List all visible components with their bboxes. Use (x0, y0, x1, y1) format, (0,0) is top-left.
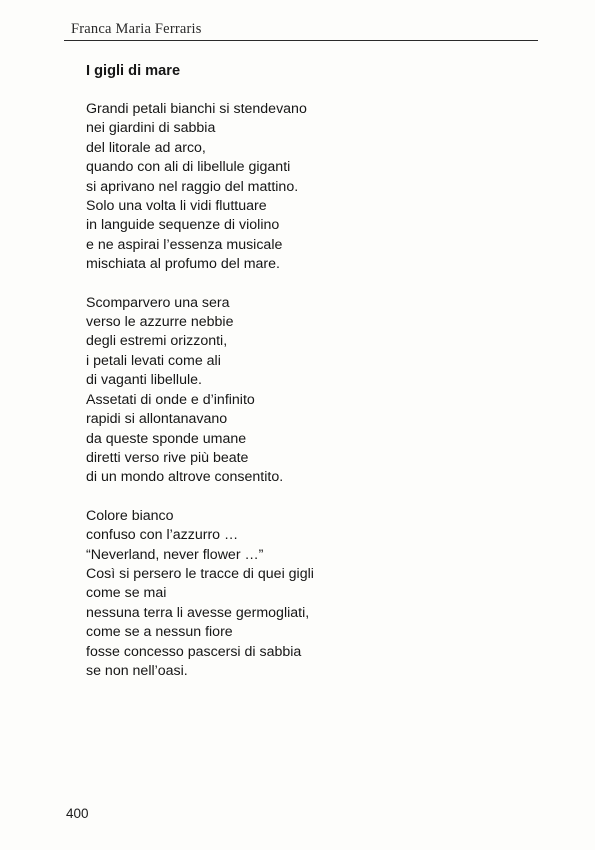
poem-line: in languide sequenze di violino (86, 217, 280, 234)
poem-line: Scomparvero una sera (86, 294, 230, 311)
poem-line: di un mondo altrove consentito. (86, 469, 284, 486)
poem-line: “Neverland, never flower …” (86, 546, 264, 563)
poem-line: Così si persero le tracce di quei gigli (86, 565, 314, 582)
poem-line: verso le azzurre nebbie (86, 314, 234, 331)
stanza-3 (86, 507, 526, 682)
stanza-1 (86, 100, 526, 275)
poem-line: rapidi si allontanavano (86, 411, 228, 428)
poem-line: diretti verso rive più beate (86, 449, 249, 466)
poem-line: e ne aspirai l’essenza musicale (86, 236, 283, 253)
stanza-2 (86, 294, 526, 488)
poem-line: Assetati di onde e d’infinito (86, 391, 255, 408)
poem-line: Colore bianco (86, 507, 174, 524)
poem-line: degli estremi orizzonti, (86, 333, 228, 350)
poem-line: come se mai (86, 585, 167, 602)
page-number: 400 (66, 806, 89, 821)
poem-line: di vaganti libellule. (86, 372, 202, 389)
poem-line: nessuna terra li avesse germogliati, (86, 604, 310, 621)
poem-line: Grandi petali bianchi si stendevano (86, 101, 307, 117)
header-rule (64, 40, 538, 41)
running-head-author: Franca Maria Ferraris (71, 21, 202, 37)
poem-line: come se a nessun fiore (86, 624, 233, 641)
poem-line: nei giardini di sabbia (86, 120, 216, 137)
poem-line: quando con ali di libellule giganti (86, 159, 291, 176)
poem-line: del litorale ad arco, (86, 139, 206, 156)
poem-line: i petali levati come ali (86, 352, 221, 369)
poem-line: Solo una volta li vidi fluttuare (86, 198, 267, 215)
poem-title: I gigli di mare (86, 63, 181, 79)
poem (86, 60, 526, 700)
poem-line: mischiata al profumo del mare. (86, 256, 280, 273)
poem-line: da queste sponde umane (86, 430, 247, 447)
poem-line: se non nell’oasi. (86, 662, 188, 679)
poem-line: fosse concesso pascersi di sabbia (86, 643, 302, 660)
poem-line: confuso con l’azzurro … (86, 527, 239, 544)
poem-line: si aprivano nel raggio del mattino. (86, 178, 299, 195)
